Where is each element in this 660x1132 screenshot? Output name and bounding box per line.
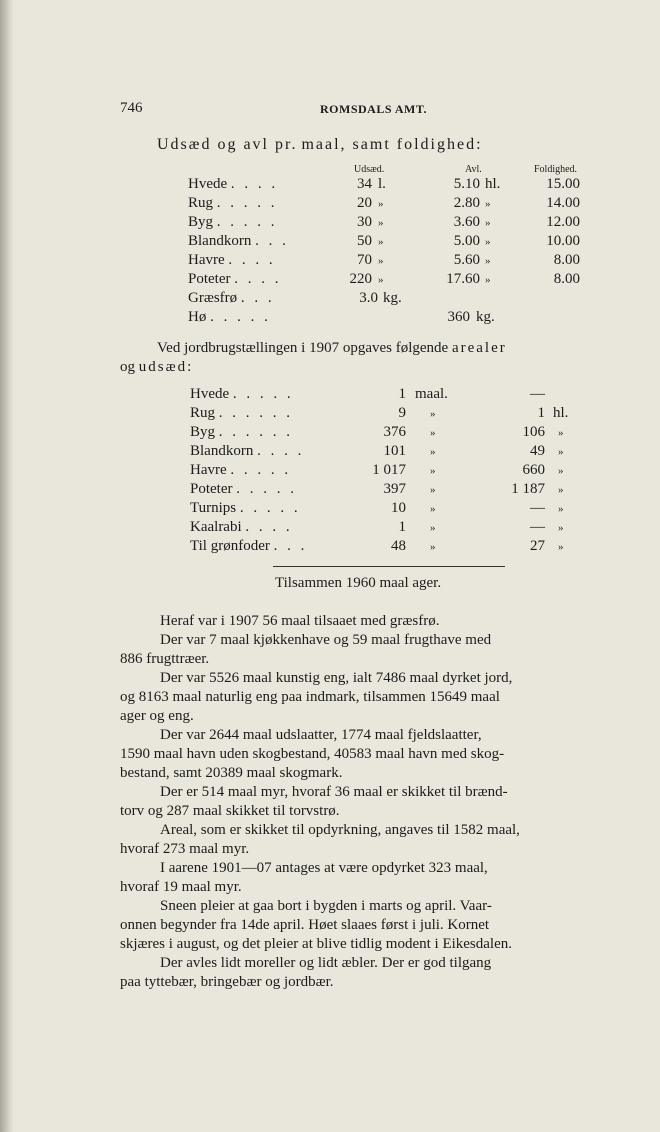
- avl-value: 3.60: [453, 214, 480, 230]
- seed-value: —: [530, 519, 545, 535]
- avl-value: 5.60: [453, 252, 480, 268]
- page-gutter-shadow: [0, 0, 14, 1132]
- foldighed-value: 8.00: [553, 271, 580, 287]
- avl-unit: »: [485, 255, 491, 267]
- table2-intro-line1: [157, 340, 507, 357]
- area-value: 1: [398, 519, 406, 535]
- avl-unit: kg.: [476, 309, 495, 325]
- udsaed-unit: »: [378, 274, 384, 286]
- leader-dots: . . . .: [230, 176, 279, 192]
- crop-name: Byg: [190, 424, 216, 440]
- foldighed-value: 8.00: [553, 252, 580, 268]
- area-value: 1 017: [372, 462, 406, 478]
- crop-name: Blandkorn: [188, 233, 252, 249]
- text-line: Areal, som er skikket til opdyrkning, angaves til 1582 maal,: [160, 822, 520, 838]
- crop-name: Turnips: [190, 500, 237, 516]
- crop-name: Kaalrabi: [190, 519, 242, 535]
- crop-name: Græsfrø: [188, 290, 238, 306]
- leader-dots: . . . . .: [232, 386, 294, 402]
- seed-unit: »: [558, 541, 564, 553]
- avl-value: 2.80: [453, 195, 480, 211]
- table2-intro-line2: [120, 359, 193, 376]
- text-line: hvoraf 273 maal myr.: [120, 841, 250, 857]
- text-line: Sneen pleier at gaa bort i bygden i marts og april. Vaar-: [160, 898, 492, 914]
- area-unit: »: [430, 503, 436, 515]
- avl-value: 5.10: [453, 176, 480, 192]
- udsaed-value: 3.0: [359, 290, 378, 306]
- text-line: ager og eng.: [120, 708, 194, 724]
- udsaed-value: 20: [357, 195, 372, 211]
- leader-dots: . . .: [240, 290, 275, 306]
- area-value: 397: [383, 481, 406, 497]
- text-line: 886 frugttræer.: [120, 651, 210, 667]
- leader-dots: . . .: [255, 233, 289, 249]
- text-line: I aarene 1901—07 antages at være opdyrket 323 maal,: [160, 860, 488, 876]
- text-line: Der var 5526 maal kunstig eng, ialt 7486 maal dyrket jord,: [160, 670, 513, 686]
- area-unit: »: [430, 522, 436, 534]
- udsaed-value: 220: [349, 271, 372, 287]
- leader-dots: . . . .: [257, 443, 305, 459]
- seed-unit: »: [558, 446, 564, 458]
- avl-unit: »: [485, 274, 491, 286]
- udsaed-value: 34: [357, 176, 372, 192]
- table1-col-foldighed: Foldighed.: [534, 164, 578, 175]
- avl-value: 17.60: [446, 271, 480, 287]
- table1-title-lead: Udsæd og avl pr.: [157, 136, 298, 153]
- text-line: skjæres i august, og det pleier at blive tidlig modent i Eikesdalen.: [120, 936, 513, 952]
- crop-name: Poteter: [188, 271, 231, 287]
- udsaed-unit: »: [378, 255, 384, 267]
- crop-name: Hvede: [188, 176, 228, 192]
- seed-value: —: [530, 386, 545, 402]
- area-value: 10: [391, 500, 406, 516]
- intro-text: og: [120, 359, 135, 375]
- seed-value: 49: [530, 443, 545, 459]
- intro-text: Ved jordbrugstællingen i 1907 opgaves følgende: [157, 340, 449, 356]
- area-value: 9: [398, 405, 406, 421]
- seed-value: 660: [522, 462, 545, 478]
- leader-dots: . . . .: [234, 271, 282, 287]
- udsaed-unit: kg.: [383, 290, 402, 306]
- crop-name: Byg: [188, 214, 214, 230]
- crop-name: Poteter: [190, 481, 233, 497]
- crop-name: Hvede: [190, 386, 230, 402]
- foldighed-value: 10.00: [546, 233, 580, 249]
- intro-spaced-text: arealer: [451, 340, 507, 356]
- leader-dots: . . . . . .: [218, 405, 294, 421]
- leader-dots: . . . . .: [239, 500, 301, 516]
- crop-name: Til grønfoder: [190, 538, 270, 554]
- area-value: 376: [383, 424, 406, 440]
- table1-title-rest: maal, samt foldighed:: [301, 136, 483, 153]
- table1-col-udsaed: Udsæd.: [354, 164, 385, 175]
- text-line: 1590 maal havn uden skogbestand, 40583 maal havn med skog-: [120, 746, 505, 762]
- seed-unit: »: [558, 465, 564, 477]
- area-unit: »: [430, 408, 436, 420]
- leader-dots: . . . . .: [230, 462, 292, 478]
- udsaed-value: 30: [357, 214, 372, 230]
- text-line: torv og 287 maal skikket til torvstrø.: [120, 803, 340, 819]
- total-rule: [273, 566, 505, 567]
- avl-value: 5.00: [453, 233, 480, 249]
- udsaed-unit: l.: [378, 176, 386, 192]
- leader-dots: . . . . .: [210, 309, 271, 325]
- seed-unit: hl.: [553, 405, 569, 421]
- seed-unit: »: [558, 503, 564, 515]
- text-line: paa tyttebær, bringebær og jordbær.: [120, 974, 334, 990]
- udsaed-unit: »: [378, 217, 384, 229]
- seed-unit: »: [558, 484, 564, 496]
- seed-value: —: [530, 500, 545, 516]
- leader-dots: . . . .: [245, 519, 293, 535]
- crop-name: Rug: [190, 405, 216, 421]
- text-line: bestand, samt 20389 maal skogmark.: [120, 765, 343, 781]
- crop-name: Havre: [188, 252, 225, 268]
- leader-dots: . . . . . .: [218, 424, 294, 440]
- udsaed-value: 50: [357, 233, 372, 249]
- table2-total: Tilsammen 1960 maal ager.: [275, 575, 442, 591]
- avl-value: 360: [447, 309, 470, 325]
- area-unit: »: [430, 484, 436, 496]
- foldighed-value: 14.00: [546, 195, 580, 211]
- leader-dots: . . . .: [228, 252, 276, 268]
- seed-value: 27: [530, 538, 545, 554]
- crop-name: Hø: [188, 309, 207, 325]
- table1-col-avl: Avl.: [465, 164, 482, 175]
- avl-unit: »: [485, 198, 491, 210]
- intro-spaced-text: udsæd:: [138, 359, 194, 375]
- area-unit: »: [430, 427, 436, 439]
- area-unit: »: [430, 446, 436, 458]
- text-line: Der var 2644 maal udslaatter, 1774 maal fjeldslaatter,: [160, 727, 482, 743]
- crop-name: Rug: [188, 195, 214, 211]
- crop-name: Havre: [190, 462, 227, 478]
- seed-unit: »: [558, 427, 564, 439]
- area-value: 101: [383, 443, 406, 459]
- udsaed-unit: »: [378, 236, 384, 248]
- text-line: onnen begynder fra 14de april. Høet slaaes først i juli. Kornet: [120, 917, 490, 933]
- text-line: Der er 514 maal myr, hvoraf 36 maal er skikket til brænd-: [160, 784, 508, 800]
- leader-dots: . . . . .: [236, 481, 297, 497]
- udsaed-value: 70: [357, 252, 372, 268]
- text-line: hvoraf 19 maal myr.: [120, 879, 242, 895]
- foldighed-value: 15.00: [546, 176, 580, 192]
- text-line: Der avles lidt moreller og lidt æbler. Der er god tilgang: [160, 955, 492, 971]
- seed-unit: »: [558, 522, 564, 534]
- avl-unit: »: [485, 217, 491, 229]
- area-unit: »: [430, 541, 436, 553]
- page-number: 746: [120, 100, 143, 116]
- text-line: Der var 7 maal kjøkkenhave og 59 maal frugthave med: [160, 632, 492, 648]
- foldighed-value: 12.00: [546, 214, 580, 230]
- running-title: ROMSDALS AMT.: [320, 102, 427, 116]
- leader-dots: . . . . .: [216, 195, 278, 211]
- seed-value: 1: [537, 405, 545, 421]
- avl-unit: »: [485, 236, 491, 248]
- text-line: og 8163 maal naturlig eng paa indmark, tilsammen 15649 maal: [120, 689, 500, 705]
- leader-dots: . . .: [273, 538, 308, 554]
- area-value: 48: [391, 538, 406, 554]
- table1-title: [157, 136, 483, 154]
- area-value: 1: [398, 386, 406, 402]
- seed-value: 1 187: [511, 481, 545, 497]
- leader-dots: . . . . .: [216, 214, 278, 230]
- udsaed-unit: »: [378, 198, 384, 210]
- area-unit: »: [430, 465, 436, 477]
- crop-name: Blandkorn: [190, 443, 254, 459]
- seed-value: 106: [522, 424, 545, 440]
- area-unit: maal.: [415, 386, 448, 402]
- avl-unit: hl.: [485, 176, 501, 192]
- text-line: Heraf var i 1907 56 maal tilsaaet med græsfrø.: [160, 613, 440, 629]
